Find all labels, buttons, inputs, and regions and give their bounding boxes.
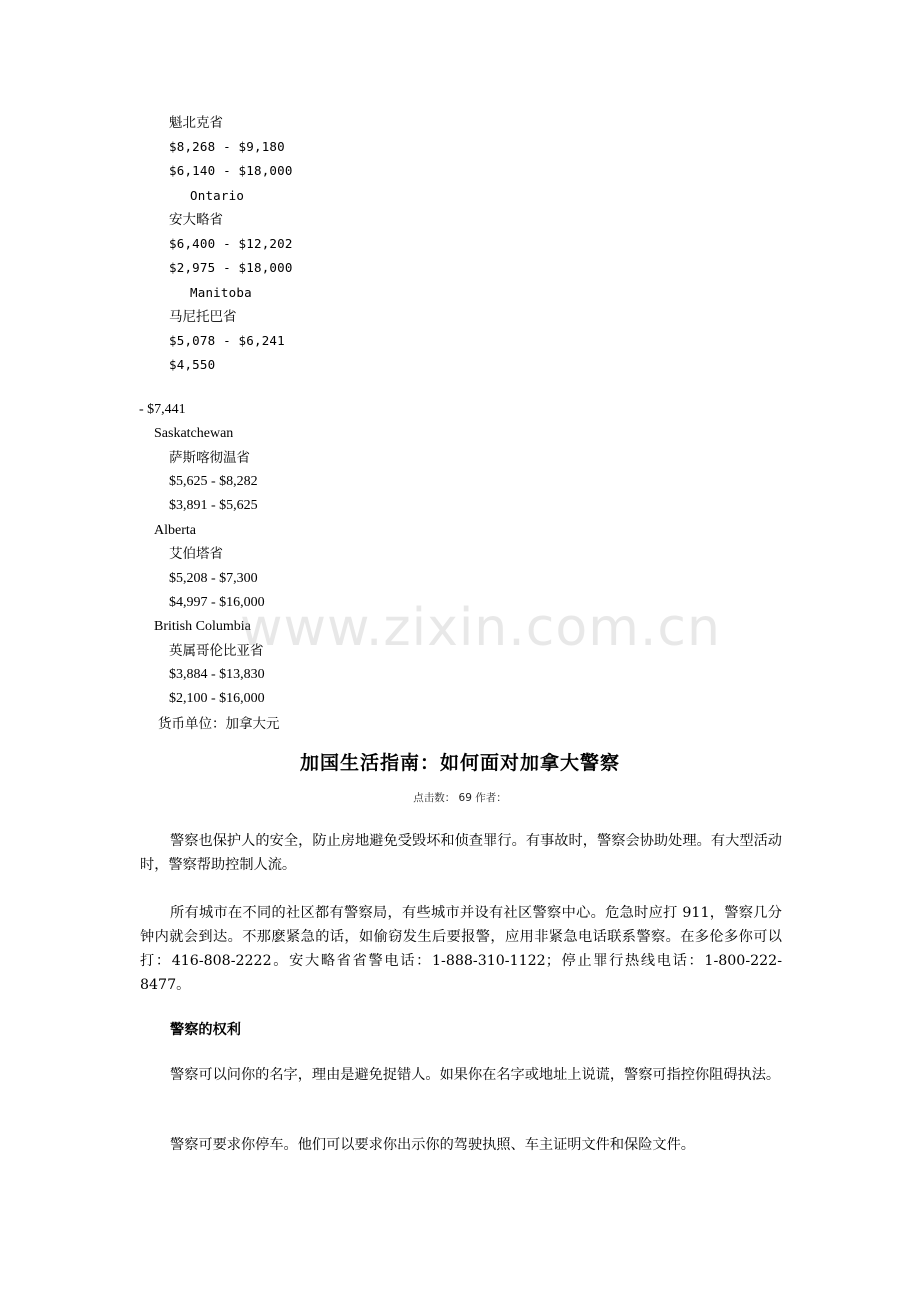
watermark: www.zixin.com.cn	[240, 598, 721, 658]
alberta-name: 艾伯塔省	[169, 546, 223, 562]
section-heading: 警察的权利	[170, 1022, 241, 1038]
manitoba-range-2-part2: - $7,441	[139, 402, 186, 417]
manitoba-range-2-part1: $4,550	[169, 357, 216, 372]
bc-name: 英属哥伦比亚省	[169, 643, 264, 659]
article-paragraph-1: 警察也保护人的安全，防止房地避免受毁坏和侦查罪行。有事故时，警察会协助处理。有大型活动时，警察帮助控制人流。	[140, 833, 782, 873]
saskatchewan-range-1: $5,625 - $8,282	[169, 474, 258, 489]
quebec-range-2: $6,140 - $18,000	[169, 163, 293, 178]
manitoba-name: 马尼托巴省	[169, 309, 237, 325]
ontario-name-en: Ontario	[190, 188, 245, 203]
article-meta: 点击数： 69 作者：	[413, 792, 507, 804]
alberta-range-1: $5,208 - $7,300	[169, 571, 258, 586]
alberta-range-2: $4,997 - $16,000	[169, 595, 265, 610]
alberta-name-en: Alberta	[154, 523, 196, 538]
manitoba-name-en: Manitoba	[190, 285, 252, 300]
bc-range-2: $2,100 - $16,000	[169, 691, 265, 706]
saskatchewan-range-2: $3,891 - $5,625	[169, 498, 258, 513]
ontario-range-1: $6,400 - $12,202	[169, 236, 293, 251]
quebec-name: 魁北克省	[169, 115, 223, 131]
article-title: 加国生活指南：如何面对加拿大警察	[299, 752, 620, 774]
saskatchewan-name: 萨斯喀彻温省	[169, 450, 250, 466]
manitoba-range-1: $5,078 - $6,241	[169, 333, 285, 348]
ontario-name: 安大略省	[169, 212, 223, 228]
saskatchewan-name-en: Saskatchewan	[154, 426, 234, 441]
bc-range-1: $3,884 - $13,830	[169, 667, 265, 682]
article-paragraph-4: 警察可要求你停车。他们可以要求你出示你的驾驶执照、车主证明文件和保险文件。	[170, 1137, 695, 1153]
quebec-range-1: $8,268 - $9,180	[169, 139, 285, 154]
ontario-range-2: $2,975 - $18,000	[169, 260, 293, 275]
currency-note: 货币单位：加拿大元	[158, 716, 280, 732]
article-paragraph-3: 警察可以问你的名字，理由是避免捉错人。如果你在名字或地址上说谎，警察可指控你阻碍执法。	[170, 1067, 781, 1083]
bc-name-en: British Columbia	[154, 619, 251, 634]
article-paragraph-2: 所有城市在不同的社区都有警察局，有些城市并设有社区警察中心。危急时应打 911，警察几分钟内就会到达。不那麽紧急的话，如偷窃发生后要报警，应用非紧急电话联系警察。在多伦多你可以打：416-808-2222。安大略省省警电话：1-888-310-1122；停止罪行热线电话：1-800-222-8477。	[140, 905, 782, 993]
